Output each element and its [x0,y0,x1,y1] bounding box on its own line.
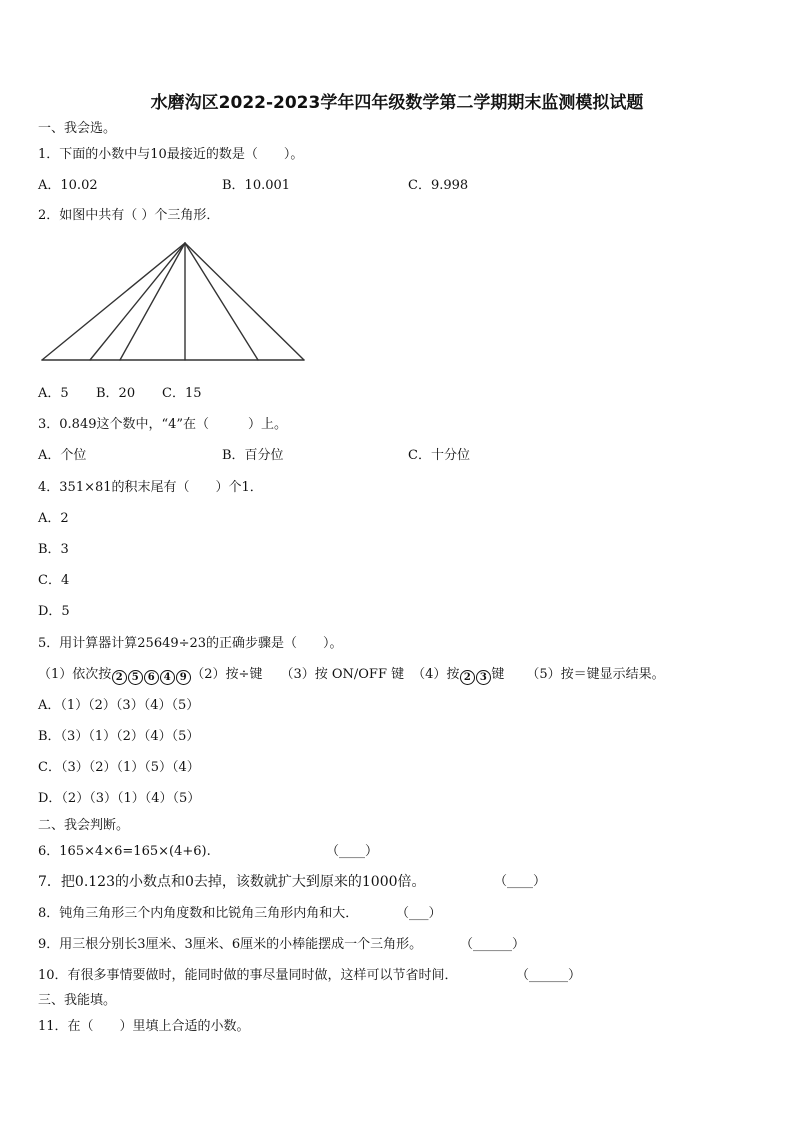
question-10-answer-blank[interactable]: （______） [516,968,582,983]
triangle-figure [36,236,311,366]
step-4-label: （4）按 [412,667,460,682]
step-5-label: （5）按＝键显示结果。 [526,667,665,682]
figure-ray-2 [90,243,185,360]
question-2-option-c[interactable]: C．15 [162,386,202,401]
question-3-option-c[interactable]: C．十分位 [408,448,470,463]
question-5-steps [38,666,665,685]
calc-key-circle: 5 [128,670,143,685]
figure-ray-3 [120,243,185,360]
question-4-option-b[interactable]: B．3 [38,542,69,557]
question-2-option-b[interactable]: B．20 [96,386,136,401]
question-7-answer-blank[interactable]: （____） [494,874,547,889]
calc-key-circle: 2 [460,670,475,685]
step-3-label: （3）按 ON/OFF 键 [280,667,405,682]
question-10-stem: 10．有很多事情要做时，能同时做的事尽量同时做，这样可以节省时间． [38,968,458,983]
question-2-stem: 2．如图中共有（ ）个三角形． [38,208,220,223]
question-4-option-a[interactable]: A．2 [38,511,69,526]
question-9-stem: 9．用三根分别长3厘米、3厘米、6厘米的小棒能摆成一个三角形。 [38,937,423,952]
question-1-stem: 1．下面的小数中与10最接近的数是（ ）。 [38,147,304,162]
question-6-stem: 6．165×4×6=165×(4+6). [38,844,211,859]
step-2-label: （2）按÷键 [191,667,263,682]
question-9-answer-blank[interactable]: （______） [460,937,526,952]
question-5-stem: 5．用计算器计算25649÷23的正确步骤是（ ）。 [38,636,343,651]
question-4-option-d[interactable]: D．5 [38,604,70,619]
figure-ray-5 [185,243,258,360]
section-heading-choose: 一、我会选。 [38,121,117,136]
calc-key-circle: 2 [112,670,127,685]
calc-key-circle: 9 [176,670,191,685]
question-2-option-a[interactable]: A．5 [38,386,69,401]
question-7-stem: 7．把0.123的小数点和0去掉，该数就扩大到原来的1000倍。 [38,874,426,890]
question-1-option-c[interactable]: C．9.998 [408,178,469,193]
section-heading-fill: 三、我能填。 [38,993,117,1008]
question-3-option-a[interactable]: A．个位 [38,448,87,463]
question-8-answer-blank[interactable]: （___） [396,906,442,921]
question-5-option-b[interactable]: B．（3）（1）（2）（4）（5） [38,729,200,744]
figure-ray-1 [42,243,185,360]
question-6-answer-blank[interactable]: （____） [326,844,379,859]
section-heading-judge: 二、我会判断。 [38,818,130,833]
calc-key-circle: 4 [160,670,175,685]
figure-ray-6 [185,243,304,360]
calc-key-circle: 6 [144,670,159,685]
question-4-stem: 4．351×81的积末尾有（ ）个1． [38,480,263,495]
question-8-stem: 8．钝角三角形三个内角度数和比锐角三角形内角和大． [38,906,359,921]
question-5-option-c[interactable]: C．（3）（2）（1）（5）（4） [38,760,200,775]
step-1-label: （1）依次按 [38,667,112,682]
question-3-stem: 3．0.849这个数中，“4”在（ ）上。 [38,417,288,432]
calc-key-circle: 3 [476,670,491,685]
page-title: 水磨沟区2022-2023学年四年级数学第二学期期末监测模拟试题 [150,93,644,113]
question-1-option-b[interactable]: B．10.001 [222,178,291,193]
question-5-option-a[interactable]: A．（1）（2）（3）（4）（5） [38,698,200,713]
question-4-option-c[interactable]: C．4 [38,573,70,588]
question-5-option-d[interactable]: D．（2）（3）（1）（4）（5） [38,791,201,806]
question-1-option-a[interactable]: A．10.02 [38,178,98,193]
step-4-suffix: 键 [491,667,505,682]
question-3-option-b[interactable]: B．百分位 [222,448,284,463]
question-11-stem: 11．在（ ）里填上合适的小数。 [38,1019,250,1034]
